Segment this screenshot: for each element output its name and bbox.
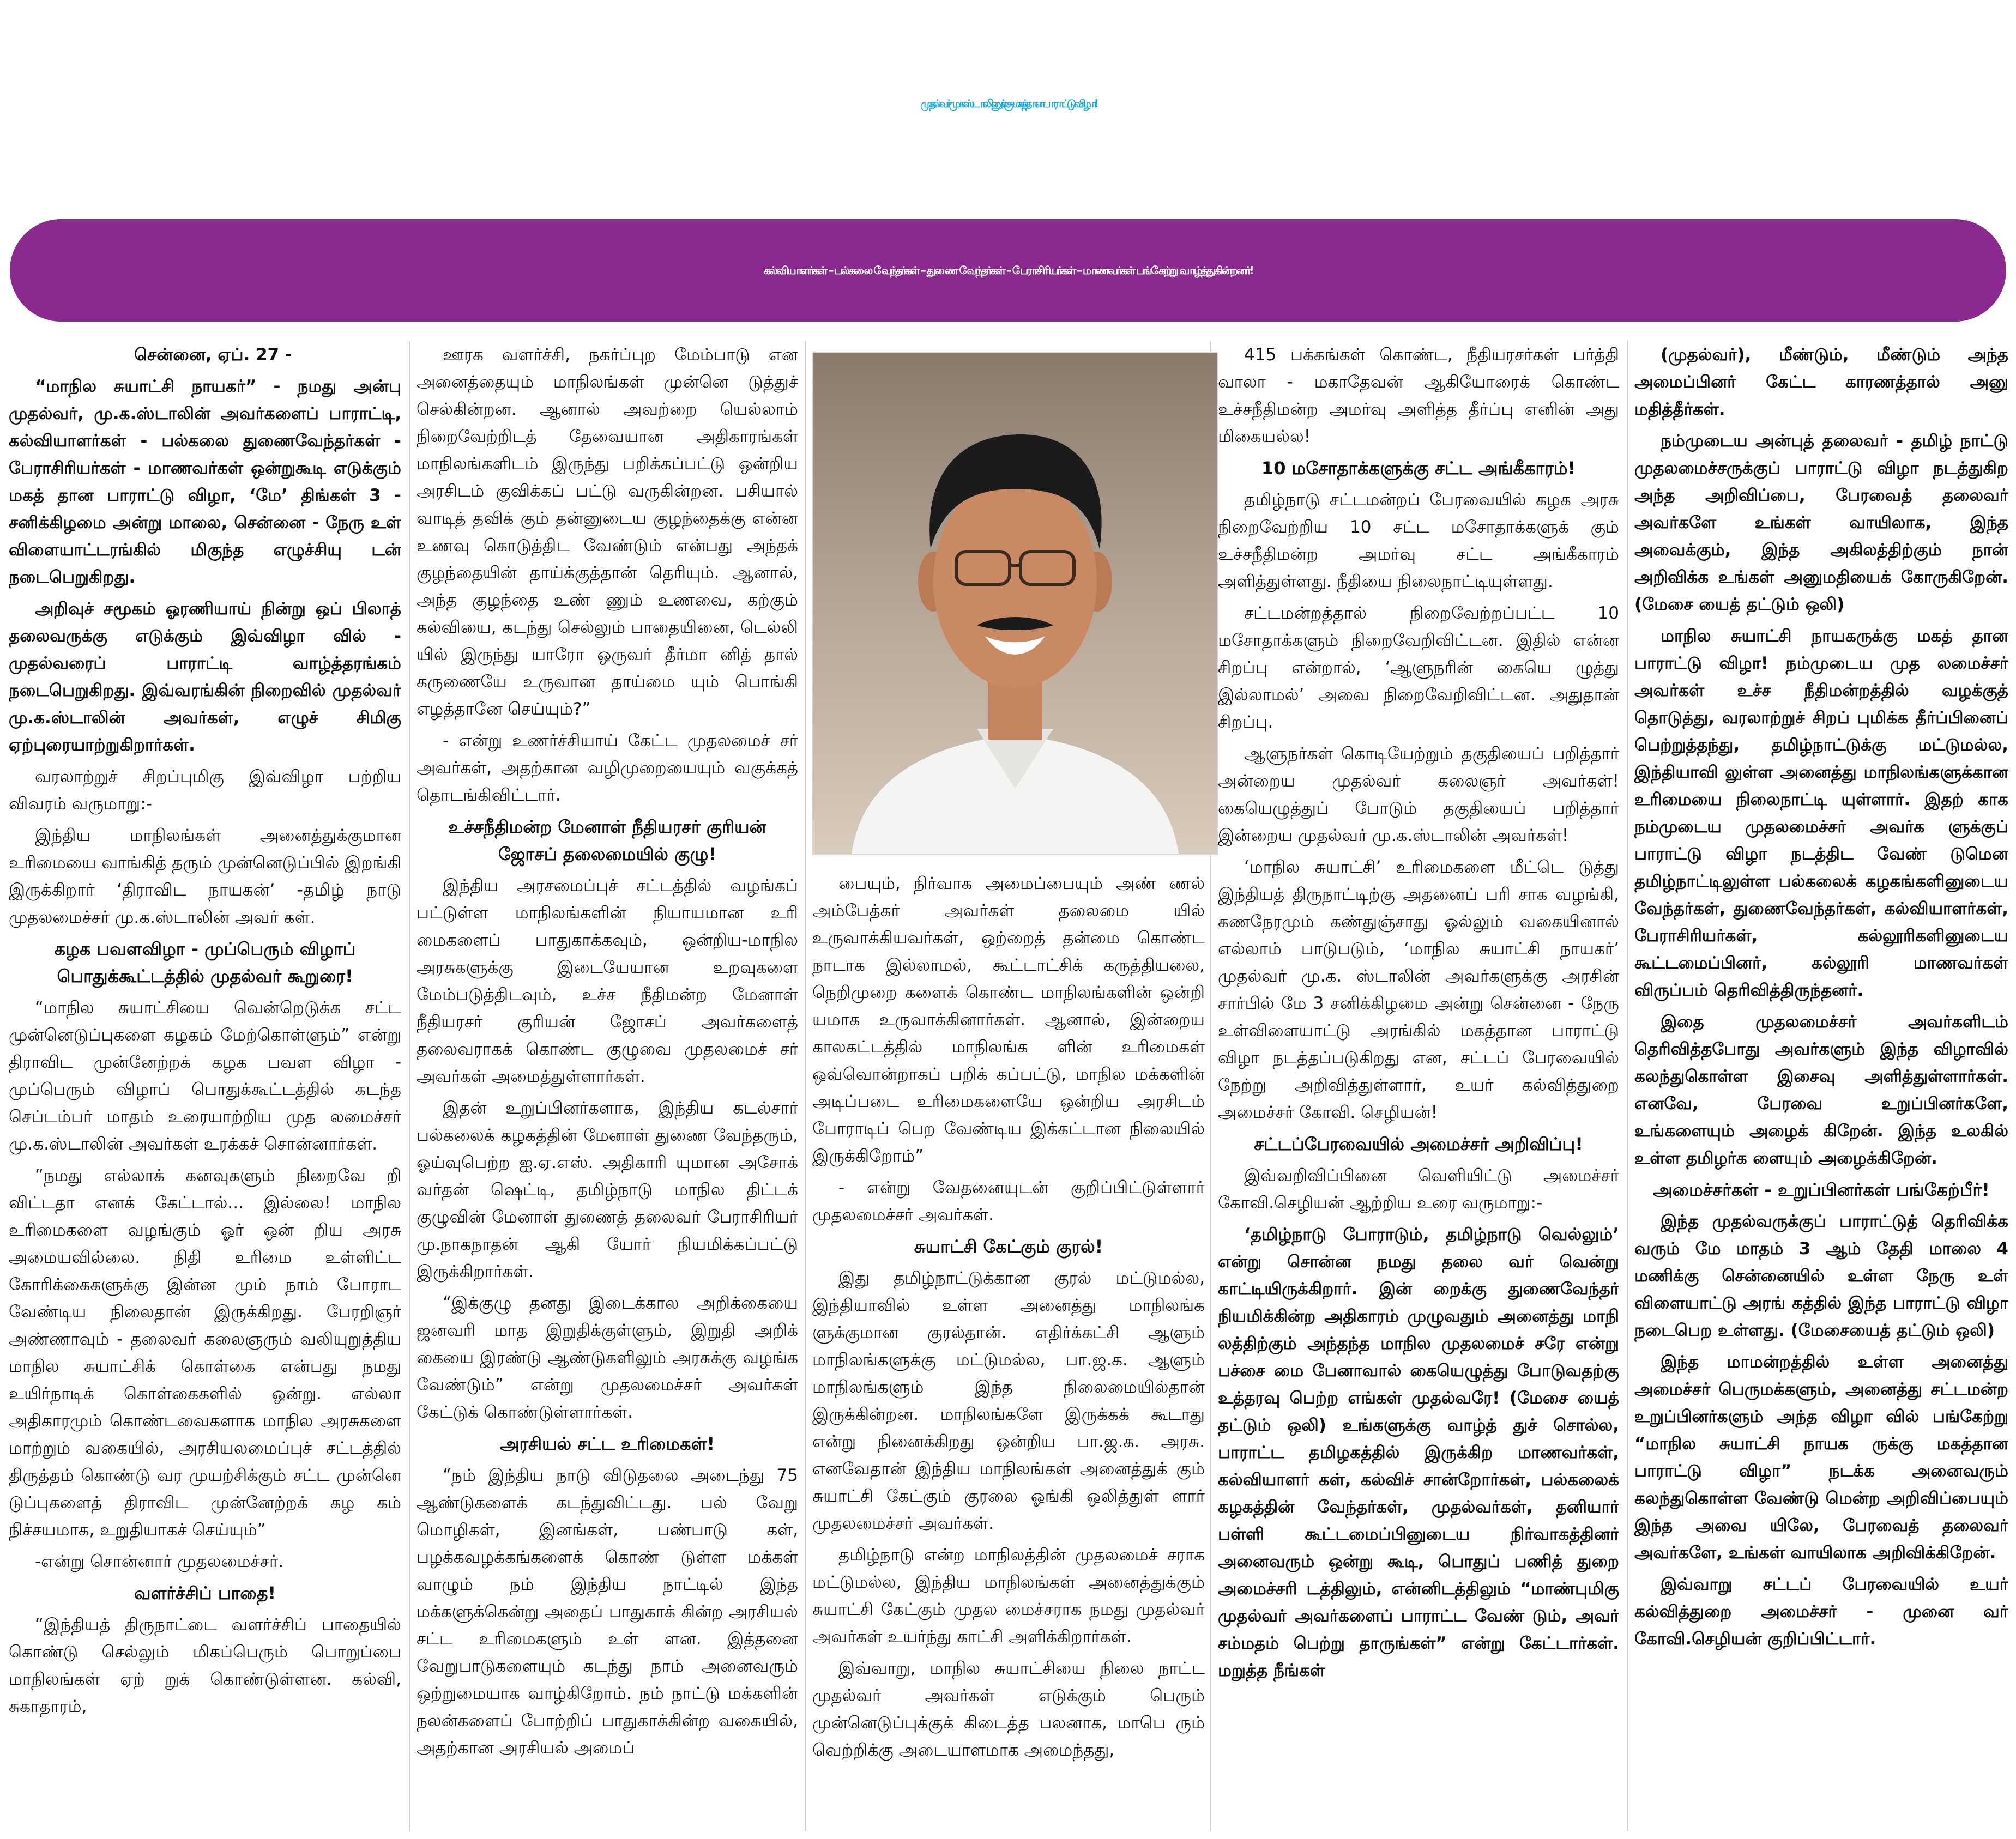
article-column-1 — [9, 341, 401, 1831]
paragraph: தமிழ்நாடு சட்டமன்றப் பேரவையில் கழக அரசு நிறைவேற்றிய 10 சட்ட மசோதாக்களுக் கும் உச்சநீதிமன்ற அமர்வு சட்ட அங்கீகாரம் அளித்துள்ளது. நீதியை நிலைநாட்டியுள்ளது. — [1218, 490, 1619, 591]
paragraph: இவ்வாறு, மாநில சுயாட்சியை நிலை நாட்ட முதல்வர் அவர்கள் எடுக்கும் பெரும் முன்னெடுப்புக்குக் கிடைத்த பலனாக, மாபெ ரும் வெற்றிக்கு அடையாளமாக அமைந்தது, — [812, 1659, 1205, 1760]
paragraph: “நம் இந்திய நாடு விடுதலை அடைந்து 75 ஆண்டுகளைக் கடந்துவிட்டது. பல் வேறு மொழிகள், இனங்கள், பண்பாடு கள், பழக்கவழக்கங்களைக் கொண் டுள்ள மக்கள் வாழும் நம் இந்திய நாட்டில் இந்த மக்களுக்கென்று அதைப் பாதுகாக் கின்ற அரசியல் சட்ட உரிமைகளும் உள் ளன. இத்தனை வேறுபாடுகளையும் கடந்து நாம் அனைவரும் ஒற்றுமையாக வாழ்கிறோம். நம் நாட்டு மக்களின் நலன்களைப் போற்றிப் பாதுகாக்கின்ற வகையில், அதற்கான அரசியல் அமைப் — [417, 1466, 798, 1758]
column-divider — [805, 341, 806, 1831]
paragraph: நம்முடைய அன்புத் தலைவர் - தமிழ் நாட்டு முதலமைச்சருக்குப் பாராட்டு விழா நடத்துகிற அந்த அறிவிப்பை, பேரவைத் தலைவர் அவர்களே உங்கள் வாயிலாக, இந்த அவைக்கும், இந்த அகிலத்திற்கும் நான் அறிவிக்க உங்கள் அனுமதியைக் கோருகிறேன். (மேசை யைத் தட்டும் ஒலி) — [1634, 431, 2008, 614]
paragraph: தமிழ்நாடு என்ற மாநிலத்தின் முதலமைச் சராக மட்டுமல்ல, இந்திய மாநிலங்கள் அனைத்துக்கும் சுயாட்சி கேட்கும் முதல மைச்சராக நமது முதல்வர் அவர்கள் உயர்ந்து காட்சி அளிக்கிறார்கள். — [812, 1545, 1205, 1647]
paragraph: - என்று உணர்ச்சியாய் கேட்ட முதலமைச் சர் அவர்கள், அதற்கான வழிமுறையையும் வகுக்கத் தொடங்கிவிட்டார். — [417, 731, 798, 805]
article-column-3 — [812, 870, 1205, 1831]
subheading: சட்டப்பேரவையில் அமைச்சர் அறிவிப்பு! — [1254, 1134, 1583, 1154]
subheading: உச்சநீதிமன்ற மேனாள் நீதியரசர் குரியன் ஜோசப் தலைமையில் குழு! — [448, 816, 766, 864]
portrait-photo — [812, 352, 1218, 855]
article-column-4 — [1218, 341, 1619, 1831]
paragraph: இந்த முதல்வருக்குப் பாராட்டுத் தெரிவிக்க வரும் மே மாதம் 3 ஆம் தேதி மாலை 4 மணிக்கு சென்னையில் உள்ள நேரு உள் விளையாட்டு அரங் கத்தில் இந்த பாராட்டு விழா நடைபெற உள்ளது. (மேசையைத் தட்டும் ஒலி) — [1634, 1212, 2008, 1340]
paragraph: இதன் உறுப்பினர்களாக, இந்திய கடல்சார் பல்கலைக் கழகத்தின் மேனாள் துணை வேந்தரும், ஓய்வுபெற்ற ஐ.ஏ.எஸ். அதிகாரி யுமான அசோக் வர்தன் ஷெட்டி, தமிழ்நாடு மாநில திட்டக் குழுவின் மேனாள் துணைத் தலைவர் பேராசிரியர் மு.நாகநாதன் ஆகி யோர் நியமிக்கப்பட்டு இருக்கிறார்கள். — [417, 1098, 798, 1281]
paragraph: ‘தமிழ்நாடு போராடும், தமிழ்நாடு வெல்லும்’ என்று சொன்ன நமது தலை வர் வென்று காட்டியிருக்கிறார். இன் றைக்கு துணைவேந்தர் நியமிக்கின்ற அதிகாரம் முழுவதும் அனைத்து மாநி லத்திற்கும் அந்தந்த மாநில முதலமைச் சரே என்று பச்சை மை பேனாவால் கையெழுத்து போடுவதற்கு உத்தரவு பெற்ற எங்கள் முதல்வரே! (மேசை யைத் தட்டும் ஒலி) உங்களுக்கு வாழ்த் துச் சொல்ல, பாராட்ட தமிழகத்தில் இருக்கிற மாணவர்கள், கல்வியாளர் கள், கல்விச் சான்றோர்கள், பல்கலைக் கழகத்தின் வேந்தர்கள், முதல்வர்கள், தனியார் பள்ளி கூட்டமைப்பினுடைய நிர்வாகத்தினர் அனைவரும் ஒன்று கூடி, பொதுப் பணித் துறை அமைச்சரி டத்திலும், என்னிடத்திலும் “மாண்புமிகு முதல்வர் அவர்களைப் பாராட்ட வேண் டும், அவர் சம்மதம் பெற்று தாருங்கள்” என்று கேட்டார்கள். மறுத்த நீங்கள் — [1218, 1225, 1619, 1680]
paragraph: இந்திய அரசமைப்புச் சட்டத்தில் வழங்கப் பட்டுள்ள மாநிலங்களின் நியாயமான உரி மைகளைப் பாதுகாக்கவும், ஒன்றிய-மாநில அரசுகளுக்கு இடையேயான உறவுகளை மேம்படுத்திடவும், உச்ச நீதிமன்ற மேனாள் நீதியரசர் குரியன் ஜோசப் அவர்களைத் தலைவராகக் கொண்ட குழுவை முதலமைச் சர் அவர்கள் அமைத்துள்ளார்கள். — [417, 876, 798, 1086]
subheading: சுயாட்சி கேட்கும் குரல்! — [914, 1236, 1103, 1257]
article-column-2 — [417, 341, 798, 1831]
subheading: வளர்ச்சிப் பாதை! — [134, 1583, 276, 1604]
subheading: அரசியல் சட்ட உரிமைகள்! — [499, 1433, 715, 1454]
paragraph: “இந்தியத் திருநாட்டை வளர்ச்சிப் பாதையில் கொண்டு செல்லும் மிகப்பெரும் பொறுப்பை மாநிலங்கள் ஏற் றுக் கொண்டுள்ளன. கல்வி, சுகாதாரம், — [9, 1615, 401, 1716]
paragraph: ஊரக வளர்ச்சி, நகர்ப்புற மேம்பாடு என அனைத்தையும் மாநிலங்கள் முன்னெ டுத்துச் செல்கின்றன. ஆனால் அவற்றை யெல்லாம் நிறைவேற்றிடத் தேவையான அதிகாரங்கள் மாநிலங்களிடம் இருந்து பறிக்கப்பட்டு ஒன்றிய அரசிடம் குவிக்கப் பட்டு வருகின்றன. பசியால் வாடித் தவிக் கும் தன்னுடைய குழந்தைக்கு என்ன உணவு கொடுத்திட வேண்டும் என்பது அந்தக் குழந்தையின் தாய்க்குத்தான் தெரியும். ஆனால், அந்த குழந்தை உண் ணும் உணவை, கற்கும் கல்வியை, கடந்து செல்லும் பாதையினை, டெல்லி யில் இருந்து யாரோ ஒருவர் தீர்மா னித் தால் கருணையே உருவான தாய்மை யும் பொங்கி எழத்தானே செய்யும்?” — [417, 345, 798, 719]
paragraph: இந்திய மாநிலங்கள் அனைத்துக்குமான உரிமையை வாங்கித் தரும் முன்னெடுப்பில் இறங்கி இருக்கிறார் ‘திராவிட நாயகன்’ -தமிழ் நாடு முதலமைச்சர் மு.க.ஸ்டாலின் அவர் கள். — [9, 826, 401, 927]
dateline: சென்னை, ஏப். 27 - — [134, 345, 292, 365]
paragraph: இதை முதலமைச்சர் அவர்களிடம் தெரிவித்தபோது அவர்களும் இந்த விழாவில் கலந்துகொள்ள இசைவு அளித்துள்ளார்கள். எனவே, பேரவை உறுப்பினர்களே, உங்களையும் அழைக் கிறேன். இந்த உலகில் உள்ள தமிழர்க ளையும் அழைக்கிறேன். — [1634, 1012, 2008, 1168]
paragraph: வரலாற்றுச் சிறப்புமிகு இவ்விழா பற்றிய விவரம் வருமாறு:- — [9, 767, 401, 814]
paragraph: அறிவுச் சமூகம் ஓரணியாய் நின்று ஒப் பிலாத் தலைவருக்கு எடுக்கும் இவ்விழா வில் - முதல்வரைப் பாராட்டி வாழ்த்தரங்கம் நடைபெறுகிறது. இவ்வரங்கின் நிறைவில் முதல்வர் மு.க.ஸ்டாலின் அவர்கள், எழுச் சிமிகு ஏற்புரையாற்றுகிறார்கள். — [9, 599, 401, 755]
paragraph: 415 பக்கங்கள் கொண்ட, நீதியரசர்கள் பர்த்தி வாலா - மகாதேவன் ஆகியோரைக் கொண்ட உச்சநீதிமன்ற அமர்வு அளித்த தீர்ப்பு எனின் அது மிகையல்ல! — [1218, 345, 1619, 446]
paragraph: மாநில சுயாட்சி நாயகருக்கு மகத் தான பாராட்டு விழா! நம்முடைய முத லமைச்சர் அவர்கள் உச்ச நீதிமன்றத்தில் வழக்குத் தொடுத்து, வரலாற்றுச் சிறப் புமிக்க தீர்ப்பினைப் பெற்றுத்தந்து, தமிழ்நாட்டுக்கு மட்டுமல்ல, இந்தியாவி லுள்ள அனைத்து மாநிலங்களுக்கான உரிமையை நிலைநாட்டி யுள்ளார். இதற் காக நம்முடைய முதலமைச்சர் அவர்க ளுக்குப் பாராட்டு விழா நடத்திட வேண் டுமென தமிழ்நாட்டிலுள்ள பல்கலைக் கழகங்களினுடைய வேந்தர்கள், துணைவேந்தர்கள், கல்வியாளர்கள், பேராசிரியர்கள், கல்லூரிகளினுடைய கூட்டமைப்பினர், கல்லூரி மாணவர்கள் விருப்பம் தெரிவித்திருந்தனர். — [1634, 626, 2008, 1000]
column-divider — [1627, 341, 1628, 1831]
paragraph: சட்டமன்றத்தால் நிறைவேற்றப்பட்ட 10 மசோதாக்களும் நிறைவேறிவிட்டன. இதில் என்ன சிறப்பு என்றால், ‘ஆளுநரின் கையெ ழுத்து இல்லாமல்’ அவை நிறைவேறிவிட்டன. அதுதான் சிறப்பு. — [1218, 603, 1619, 732]
subheadline-banner: கல்வியாளர்கள் – பல்கலை வேந்தர்கள் – துணை வேந்தர்கள் – பேராசிரியர்கள் – மாணவர்கள் பங்கேற்று வாழ்த்துகின்றனர்! — [10, 219, 2006, 322]
paragraph: “மாநில சுயாட்சியை வென்றெடுக்க சட்ட முன்னெடுப்புகளை கழகம் மேற்கொள்ளும்” என்று திராவிட முன்னேற்றக் கழக பவள விழா - முப்பெரும் விழாப் பொதுக்கூட்டத்தில் கடந்த செப்டம்பர் மாதம் உரையாற்றிய முத லமைச்சர் மு.க.ஸ்டாலின் அவர்கள் உரக்கச் சொன்னார்கள். — [9, 998, 401, 1154]
article-column-5 — [1634, 341, 2008, 1831]
paragraph: ‘மாநில சுயாட்சி’ உரிமைகளை மீட்டெ டுத்து இந்தியத் திருநாட்டிற்கு அதனைப் பரி சாக வழங்கி, கணநேரமும் கண்துஞ்சாது ஓல்லும் வகையினால் எல்லாம் பாடுபடும், ‘மாநில சுயாட்சி நாயகர்’ முதல்வர் மு.க. ஸ்டாலின் அவர்களுக்கு அரசின் சார்பில் மே 3 சனிக்கிழமை அன்று சென்னை - நேரு உள்விளையாட்டு அரங்கில் மகத்தான பாராட்டு விழா நடத்தப்படுகிறது என, சட்டப் பேரவையில் நேற்று அறிவித்துள்ளார், உயர் கல்வித்துறை அமைச்சர் கோவி. செழியன்! — [1218, 857, 1619, 1122]
paragraph: (முதல்வர்), மீண்டும், மீண்டும் அந்த அமைப்பினர் கேட்ட காரணத்தால் அனு மதித்தீர்கள். — [1634, 345, 2008, 419]
subheading: 10 மசோதாக்களுக்கு சட்ட அங்கீகாரம்! — [1261, 458, 1576, 479]
subheading: கழக பவளவிழா - முப்பெரும் விழாப் பொதுக்கூட்டத்தில் முதல்வர் கூறுரை! — [54, 939, 356, 987]
portrait-icon — [813, 353, 1217, 854]
paragraph: -என்று சொன்னார் முதலமைச்சர். — [35, 1552, 284, 1571]
page-headline: முதல்வர் மு.க.ஸ்டாலினுக்கு - மகத்தான பாராட்டு விழா! — [920, 97, 1096, 110]
paragraph: “மாநில சுயாட்சி நாயகர்” - நமது அன்பு முதல்வர், மு.க.ஸ்டாலின் அவர்களைப் பாராட்டி, கல்வியாளர்கள் - பல்கலை துணைவேந்தர்கள் - பேராசிரியர்கள் - மாணவர்கள் ஒன்றுகூடி எடுக்கும் மகத் தான பாராட்டு விழா, ‘மே’ திங்கள் 3 - சனிக்கிழமை அன்று மாலை, சென்னை - நேரு உள் விளையாட்டரங்கில் மிகுந்த எழுச்சியு டன் நடைபெறுகிறது. — [9, 377, 401, 587]
column-divider — [409, 341, 410, 1831]
paragraph: இந்த மாமன்றத்தில் உள்ள அனைத்து அமைச்சர் பெருமக்களும், அனைத்து சட்டமன்ற உறுப்பினர்களும் அந்த விழா வில் பங்கேற்று “மாநில சுயாட்சி நாயக ருக்கு மகத்தான பாராட்டு விழா” நடக்க அனைவரும் கலந்துகொள்ள வேண்டு மென்ற அறிவிப்பையும் இந்த அவை யிலே, பேரவைத் தலைவர் அவர்களே, உங்கள் வாயிலாக அறிவிக்கிறேன். — [1634, 1352, 2008, 1563]
subheading: அமைச்சர்கள் - உறுப்பினர்கள் பங்கேற்பீர்! — [1653, 1179, 1990, 1200]
paragraph: ஆளுநர்கள் கொடியேற்றும் தகுதியைப் பறித்தார் அன்றைய முதல்வர் கலைஞர் அவர்கள்! கையெழுத்துப் போடும் தகுதியைப் பறித்தார் இன்றைய முதல்வர் மு.க.ஸ்டாலின் அவர்கள்! — [1218, 744, 1619, 845]
paragraph: இது தமிழ்நாட்டுக்கான குரல் மட்டுமல்ல, இந்தியாவில் உள்ள அனைத்து மாநிலங்க ளுக்குமான குரல்தான். எதிர்க்கட்சி ஆளும் மாநிலங்களுக்கு மட்டுமல்ல, பா.ஜ.க. ஆளும் மாநிலங்களும் இந்த நிலைமையில்தான் இருக்கின்றன. மாநிலங்களே இருக்கக் கூடாது என்று நினைக்கிறது ஒன்றிய பா.ஜ.க. அரசு. எனவேதான் இந்திய மாநிலங்கள் அனைத்துக் கும் சுயாட்சி கேட்கும் குரலை ஓங்கி ஒலித்துள் ளார் முதலமைச்சர் அவர்கள். — [812, 1268, 1205, 1533]
paragraph: “நமது எல்லாக் கனவுகளும் நிறைவே றி விட்டதா எனக் கேட்டால்... இல்லை! மாநில உரிமைகளை வழங்கும் ஓர் ஒன் றிய அரசு அமையவில்லை. நிதி உரிமை உள்ளிட்ட கோரிக்கைகளுக்கு இன்ன மும் நாம் போராட வேண்டிய நிலைதான் இருக்கிறது. பேரறிஞர் அண்ணாவும் - தலைவர் கலைஞரும் வலியுறுத்திய மாநில சுயாட்சிக் கொள்கை என்பது நமது உயிர்நாடிக் கொள்கைகளில் ஒன்று. எல்லா அதிகாரமும் கொண்டவைகளாக மாநில அரசுகளை மாற்றும் வகையில், அரசியலமைப்புச் சட்டத்தில் திருத்தம் கொண்டு வர முயற்சிக்கும் சட்ட முன்னெ டுப்புகளைத் திராவிட முன்னேற்றக் கழ கம் நிச்சயமாக, உறுதியாகச் செய்யும்” — [9, 1166, 401, 1540]
paragraph: - என்று வேதனையுடன் குறிப்பிட்டுள்ளார் முதலமைச்சர் அவர்கள். — [812, 1178, 1205, 1225]
paragraph: இவ்வாறு சட்டப் பேரவையில் உயர் கல்வித்துறை அமைச்சர் - முனை வர் கோவி.செழியன் குறிப்பிட்டார். — [1634, 1575, 2008, 1649]
paragraph: இவ்வறிவிப்பினை வெளியிட்டு அமைச்சர் கோவி.செழியன் ஆற்றிய உரை வருமாறு:- — [1218, 1166, 1619, 1213]
paragraph: “இக்குழு தனது இடைக்கால அறிக்கையை ஜனவரி மாத இறுதிக்குள்ளும், இறுதி அறிக் கையை இரண்டு ஆண்டுகளிலும் அரசுக்கு வழங்க வேண்டும்” என்று முதலமைச்சர் அவர்கள் கேட்டுக் கொண்டுள்ளார்கள். — [417, 1293, 798, 1422]
paragraph: பையும், நிர்வாக அமைப்பையும் அண் ணல் அம்பேத்கர் அவர்கள் தலைமை யில் உருவாக்கியவர்கள், ஒற்றைத் தன்மை கொண்ட நாடாக இல்லாமல், கூட்டாட்சிக் கருத்தியலை, நெறிமுறை களைக் கொண்ட மாநிலங்களின் ஒன்றி யமாக உருவாக்கினார்கள். ஆனால், இன்றைய காலகட்டத்தில் மாநிலங்க ளின் உரிமைகள் ஒவ்வொன்றாகப் பறிக் கப்பட்டு, மாநில மக்களின் அடிப்படை உரிமைகளையே ஒன்றிய அரசிடம் போராடிப் பெற வேண்டிய இக்கட்டான நிலையில் இருக்கிறோம்” — [812, 874, 1205, 1166]
